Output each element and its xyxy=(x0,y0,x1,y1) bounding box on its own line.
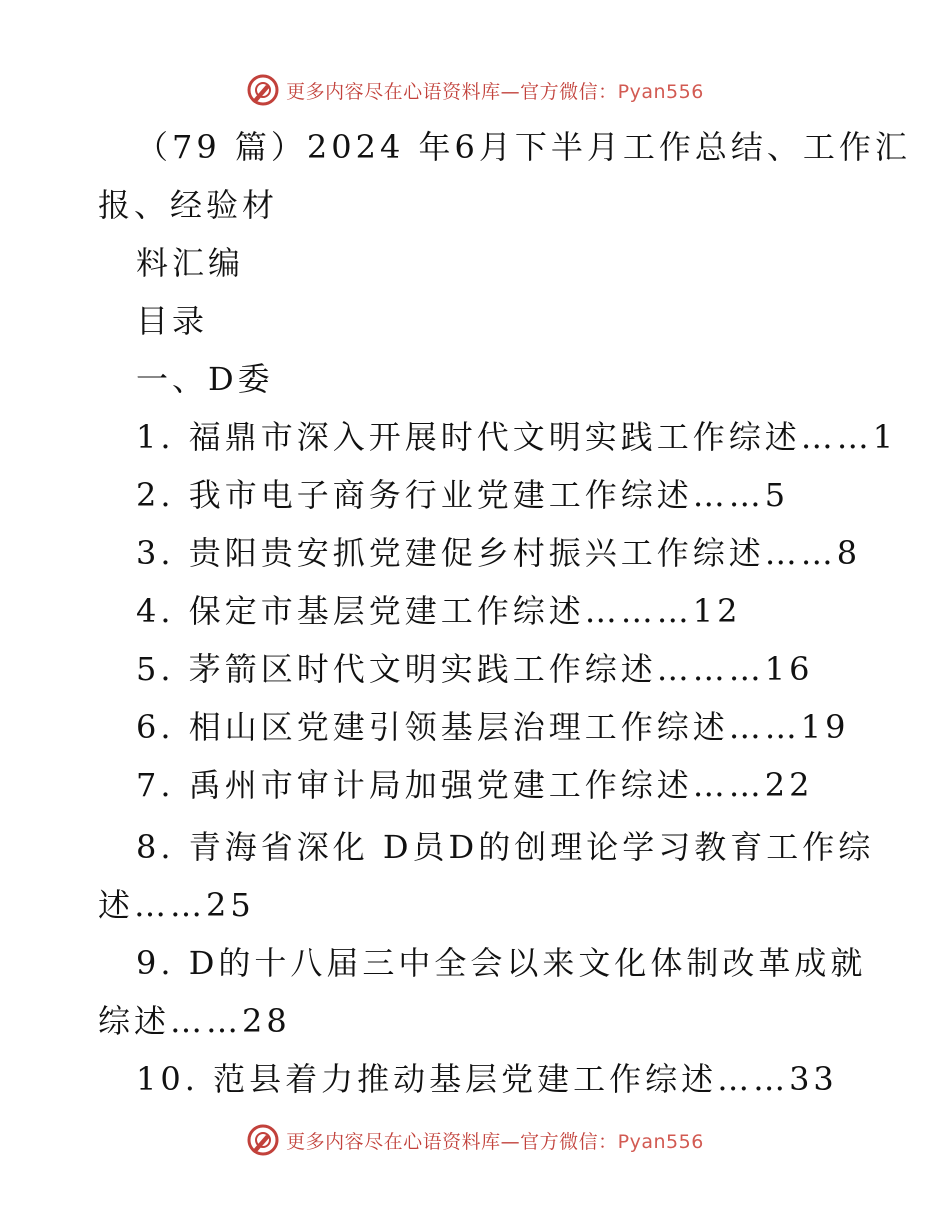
watermark-handle: Pyan556 xyxy=(617,80,704,103)
toc-item: 7. 禹州市审计局加强党建工作综述……22 xyxy=(136,766,814,804)
doc-title-line-2: 报、经验材 xyxy=(98,186,279,224)
doc-title-line-3: 料汇编 xyxy=(136,244,245,282)
toc-item: 3. 贵阳贵安抓党建促乡村振兴工作综述……8 xyxy=(136,534,862,572)
section-heading: 一、D委 xyxy=(136,360,274,398)
toc-item: 4. 保定市基层党建工作综述………12 xyxy=(136,592,742,630)
toc-heading: 目录 xyxy=(136,302,209,340)
header-watermark xyxy=(0,70,950,110)
toc-item: 8. 青海省深化 D员D的创理论学习教育工作综 xyxy=(136,828,875,866)
toc-item: 9. D的十八届三中全会以来文化体制改革成就 xyxy=(136,944,867,982)
toc-item-continuation: 述……25 xyxy=(98,886,255,924)
toc-item: 1. 福鼎市深入开展时代文明实践工作综述……1 xyxy=(136,418,898,456)
brand-logo-icon xyxy=(246,73,280,107)
toc-item: 10. 范县着力推动基层党建工作综述……33 xyxy=(136,1060,838,1098)
toc-item: 2. 我市电子商务行业党建工作综述……5 xyxy=(136,476,790,514)
watermark-handle: Pyan556 xyxy=(617,1130,704,1153)
footer-watermark xyxy=(0,1120,950,1160)
doc-title-line-1: （79 篇）2024 年6月下半月工作总结、工作汇 xyxy=(136,128,911,166)
toc-item: 6. 相山区党建引领基层治理工作综述……19 xyxy=(136,708,850,746)
watermark-slogan: 更多内容尽在心语资料库—官方微信： xyxy=(286,1130,618,1153)
toc-item-continuation: 综述……28 xyxy=(98,1002,291,1040)
watermark-text xyxy=(286,1127,704,1154)
watermark-text xyxy=(286,77,704,104)
watermark-slogan: 更多内容尽在心语资料库—官方微信： xyxy=(286,80,618,103)
brand-logo-icon xyxy=(246,1123,280,1157)
toc-item: 5. 茅箭区时代文明实践工作综述………16 xyxy=(136,650,814,688)
